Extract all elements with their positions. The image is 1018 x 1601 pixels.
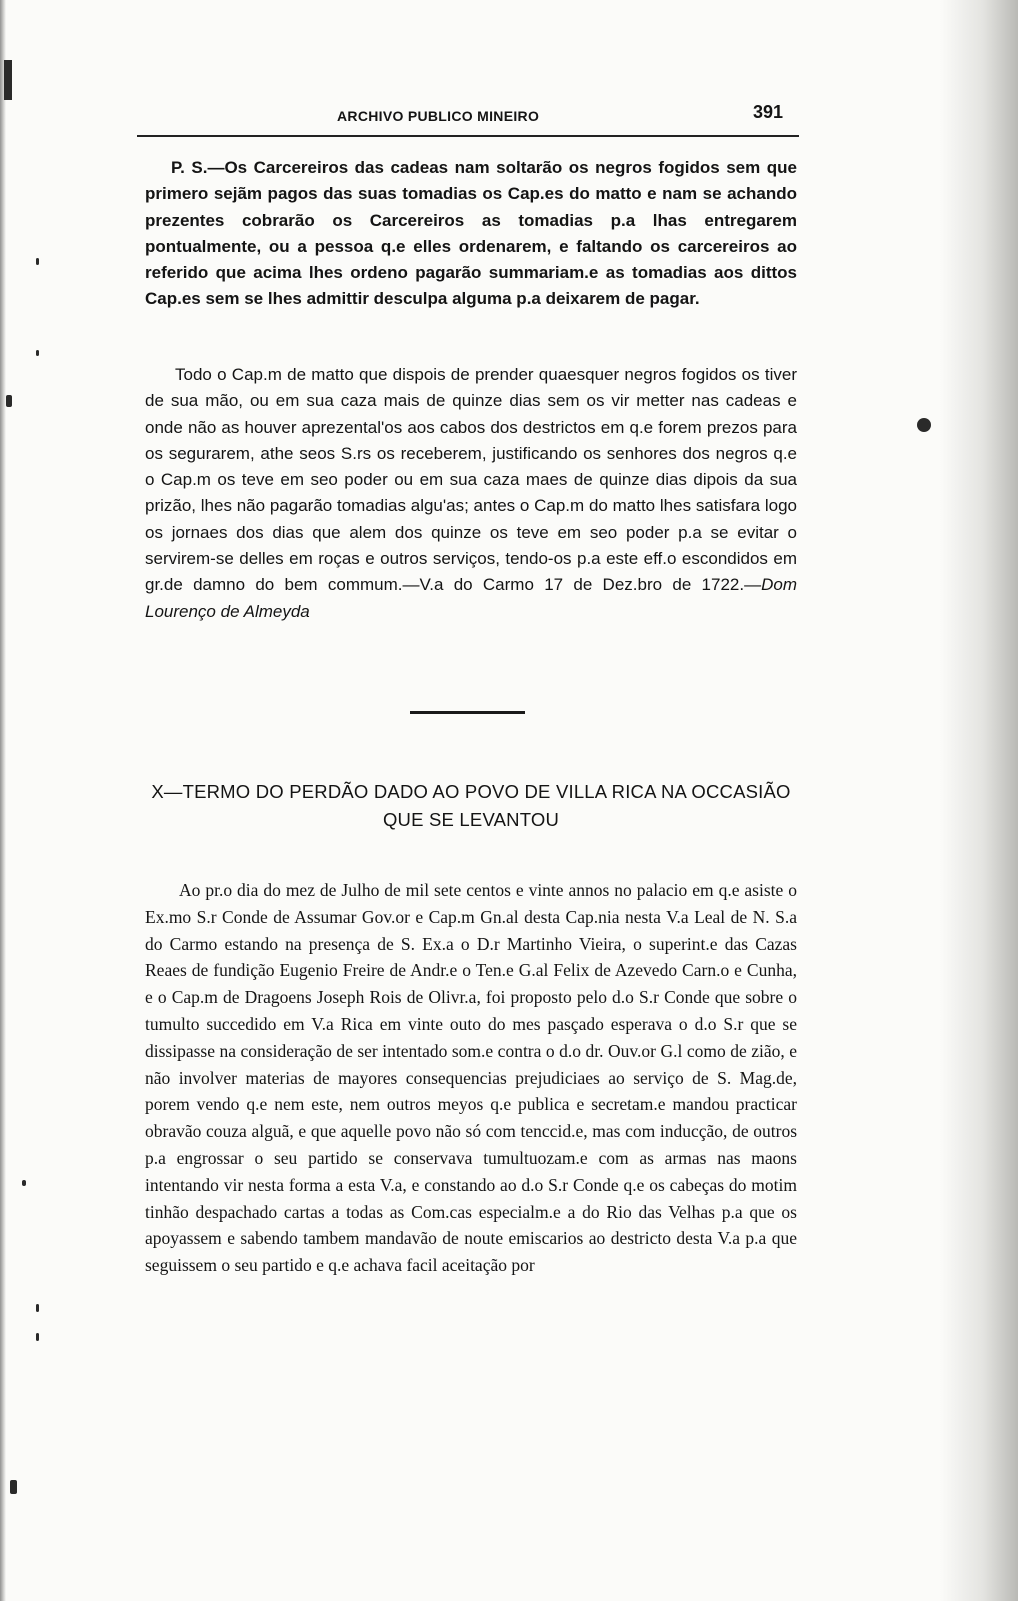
section-title: X—TERMO DO PERDÃO DADO AO POVO DE VILLA RICA NA OCCASIÃO QUE SE LEVANTOU	[151, 781, 791, 830]
margin-mark	[36, 1304, 39, 1312]
scan-right-edge	[940, 0, 1018, 1601]
margin-mark	[36, 350, 39, 356]
page-header	[137, 100, 797, 130]
scan-left-edge	[0, 0, 6, 1601]
margin-mark	[36, 258, 39, 265]
paragraph-postscript: P. S.—Os Carcereiros das cadeas nam soltarão os negros fogidos sem que primero sejãm pagos das suas tomadias os Cap.es do matto e nam se achando prezentes cobrarão os Carcereiros as tomadias p.a lhas entregarem pontualmente, ou a pessoa q.e elles ordenarem, e faltando os carcereiros ao referido que acima lhes ordeno pagarão summariam.e as tomadias aos dittos Cap.es sem se lhes admittir desculpa alguma p.a deixarem de pagar.	[145, 158, 797, 309]
section-divider	[410, 711, 525, 714]
margin-mark	[917, 418, 931, 432]
signature: Dom Lourenço de Almeyda	[145, 575, 797, 621]
margin-mark	[10, 1480, 17, 1494]
margin-mark	[36, 1333, 39, 1341]
header-rule	[137, 135, 799, 137]
paragraph-term: Ao pr.o dia do mez de Julho de mil sete centos e vinte annos no palacio em q.e asiste o Ex.mo S.r Conde de Assumar Gov.or e Cap.m Gn.al desta Cap.nia nesta V.a Leal de N. S.a do Carmo estando na presença de S. Ex.a o D.r Martinho Vieira, o superint.e das Cazas Reaes de fundição Eugenio Freire de Andr.e o Ten.e G.al Felix de Azevedo Carn.o e Cunha, e o Cap.m de Dragoens Joseph Rois de Olivr.a, foi proposto pelo d.o S.r Conde que sobre o tumulto succedido em V.a Rica em vinte outo do mes pasçado esperava o d.o S.r que se dissipasse na consideração de ser intentado som.e contra o d.o dr. Ouv.or G.l como de zião, e não involver materias de mayores consequencias prejudiciaes ao serviço de S. Mag.de, porem vendo q.e nem este, nem outros meyos q.e publica e secretam.e mandou practicar obravão couza alguã, e que aquelle povo não só com tenccid.e, mas com inducção, de outros p.a engrossar o seu partido se conservava tumultuozam.e com as armas nas maons intentando vir nesta forma a esta V.a, e constando ao d.o S.r Conde q.e os cabeças do motim tinhão despachado cartas a todas as Com.cas especialm.e a do Rio das Velhas p.a que os apoyassem e sabendo tambem mandavão de noute emiscarios ao destricto desta V.a p.a que seguissem o seu partido e q.e achava facil aceitação por	[145, 880, 797, 1276]
running-head: ARCHIVO PUBLICO MINEIRO	[337, 108, 540, 124]
margin-mark	[22, 1180, 26, 1186]
paragraph-captains	[145, 362, 797, 625]
page-number: 391	[752, 102, 783, 122]
margin-mark	[4, 60, 12, 100]
paragraph-captains-text: Todo o Cap.m de matto que dispois de prender quaesquer negros fogidos os tiver de sua mão, ou em sua caza mais de quinze dias sem os vir metter nas cadeas e onde não as houver aprezental'os aos cabos dos destrictos em q.e forem prezos para os segurarem, athe seos S.rs os receberem, justificando os senhores dos negros q.e o Cap.m os teve em seo poder ou em sua caza maes de quinze dias dipois da sua prizão, lhes não pagarão tomadias algu'as; antes o Cap.m do matto lhes satisfara logo os jornaes dos dias que alem dos quinze os teve em seo poder p.a se evitar o servirem-se delles em roças e outros serviços, tendo-os p.a este eff.o escondidos em gr.de damno do bem commum.—V.a do Carmo 17 de Dez.bro de 1722.—	[145, 365, 797, 595]
margin-mark	[6, 395, 12, 407]
